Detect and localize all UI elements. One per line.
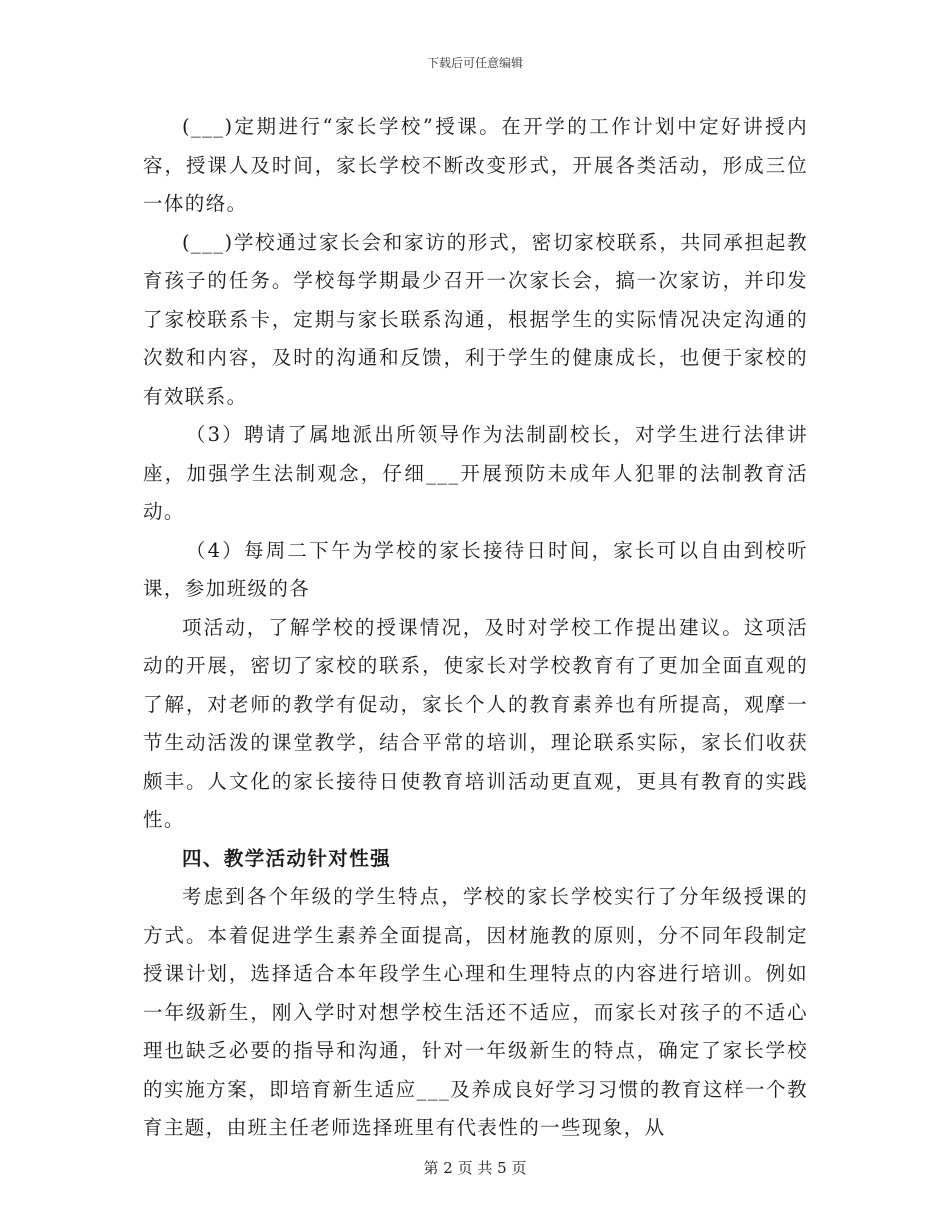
paragraph-reception-day-continued: 项活动，了解学校的授课情况，及时对学校工作提出建议。这项活动的开展，密切了家校的联系，使家长对学校教育有了更加全面直观的了解，对老师的教学有促动，家长个人的教育素养也有所提高，观摩一节生动活泼的课堂教学，结合平常的培训，理论联系实际，家长们收获颇丰。人文化的家长接待日使教育培训活动更直观，更具有教育的实践性。 [143,615,808,831]
paragraph-legal-vice-principal: （3）聘请了属地派出所领导作为法制副校长，对学生进行法律讲座，加强学生法制观念，仔细___开展预防未成年人犯罪的法制教育活动。 [143,423,808,523]
page-number: 第 2 页 共 5 页 [423,1159,527,1177]
paragraph-grade-based-teaching: 考虑到各个年级的学生特点，学校的家长学校实行了分年级授课的方式。本着促进学生素养全面提高，因材施教的原则，分不同年段制定授课计划，选择适合本年段学生心理和生理特点的内容进行培训。例如一年级新生，刚入学时对想学校生活还不适应，而家长对孩子的不适心理也缺乏必要的指导和沟通，针对一年级新生的特点，确定了家长学校的实施方案，即培育新生适应___及养成良好学习习惯的教育这样一个教育主题，由班主任老师选择班里有代表性的一些现象，从 [143,885,808,1139]
page-header-note: 下载后可任意编辑 [426,56,523,70]
section-heading: 四、教学活动针对性强 [182,846,392,870]
paragraph-reception-day: （4）每周二下午为学校的家长接待日时间，家长可以自由到校听课，参加班级的各 [143,538,808,600]
document-body [143,108,808,1148]
paragraph-parent-school-classes: (___)定期进行“家长学校”授课。在开学的工作计划中定好讲授内容，授课人及时间，家长学校不断改变形式，开展各类活动，形成三位一体的络。 [143,115,808,215]
paragraph-parent-meetings: (___)学校通过家长会和家访的形式，密切家校联系，共同承担起教育孩子的任务。学校每学期最少召开一次家长会，搞一次家访，并印发了家校联系卡，定期与家长联系沟通，根据学生的实际情况决定沟通的次数和内容，及时的沟通和反馈，利于学生的健康成长，也便于家校的有效联系。 [143,230,808,408]
